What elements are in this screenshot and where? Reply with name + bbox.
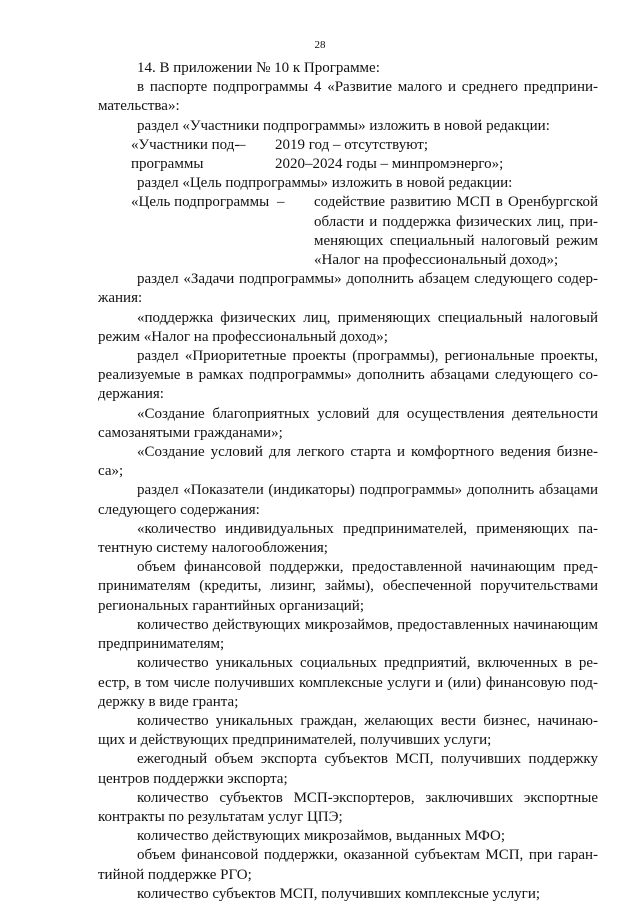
paragraph: раздел «Приоритетные проекты (программы), региональные проекты, реализуемые в рамках подпрограммы» дополнить абзацами следующего со-держания: xyxy=(98,348,598,403)
paragraph: раздел «Участники подпрограммы» изложить в новой редакции: xyxy=(137,117,550,134)
participants-label-line: «Участники под- xyxy=(131,136,240,153)
goal-dash: – xyxy=(277,194,285,211)
paragraph: раздел «Цель подпрограммы» изложить в новой редакции: xyxy=(137,175,513,192)
paragraph: раздел «Показатели (индикаторы) подпрограммы» дополнить абзацами следующего содержания: xyxy=(98,482,598,518)
participants-label xyxy=(98,136,238,174)
participants-value-line: 2020–2024 годы – минпромэнерго»; xyxy=(275,156,504,173)
paragraph: объем финансовой поддержки, предоставленной начинающим пред-принимателям (кредиты, лизинг, займы), обеспеченной поручительствами региональных гарантийных организаций; xyxy=(98,559,598,614)
paragraph: «количество индивидуальных предпринимателей, применяющих па-тентную систему налогообложения; xyxy=(98,520,598,557)
paragraph: раздел «Задачи подпрограммы» дополнить абзацем следующего содер-жания: xyxy=(98,271,598,307)
paragraph: количество уникальных социальных предприятий, включенных в ре-естр, в том числе получивших комплексные услуги и (или) финансовую под-держку в виде гранта; xyxy=(98,655,598,710)
paragraph: количество субъектов МСП, получивших комплексные услуги; xyxy=(137,885,541,902)
paragraph: «поддержка физических лиц, применяющих специальный налоговый режим «Налог на профессиональный доход»; xyxy=(98,309,598,345)
page-number: 28 xyxy=(314,39,326,51)
document-body xyxy=(98,59,598,904)
participants-table-row xyxy=(98,136,598,174)
participants-value xyxy=(275,136,598,174)
goal-label: «Цель подпрограммы xyxy=(131,194,270,211)
paragraph: «Создание благоприятных условий для осуществления деятельности самозанятыми гражданами»; xyxy=(98,405,598,441)
participants-dash: – xyxy=(238,136,246,153)
paragraph: количество действующих микрозаймов, выданных МФО; xyxy=(137,828,505,845)
paragraph: количество действующих микрозаймов, предоставленных начинающим предпринимателям; xyxy=(98,616,598,653)
paragraph: количество уникальных граждан, желающих вести бизнес, начинаю-щих и действующих предпринимателей, получивших услуги; xyxy=(98,712,598,749)
participants-label-line: программы xyxy=(131,156,204,173)
goal-value: содействие развитию МСП в Оренбургской области и поддержка физических лиц, при-меняющих специальный налоговый режим «Налог на профессиональный доход»; xyxy=(314,194,598,269)
goal-table-row xyxy=(98,193,598,270)
participants-value-line: 2019 год – отсутствуют; xyxy=(275,136,428,153)
paragraph: в паспорте подпрограммы 4 «Развитие малого и среднего предприни-мательства»: xyxy=(98,79,598,115)
paragraph: ежегодный объем экспорта субъектов МСП, получивших поддержку центров поддержки экспорта; xyxy=(98,751,598,787)
paragraph: объем финансовой поддержки, оказанной субъектам МСП, при гаран-тийной поддержке РГО; xyxy=(98,847,598,883)
paragraph: 14. В приложении № 10 к Программе: xyxy=(137,60,380,76)
paragraph: «Создание условий для легкого старта и комфортного ведения бизне-са»; xyxy=(98,444,598,480)
paragraph: количество субъектов МСП-экспортеров, заключивших экспортные контракты по результатам услуг ЦПЭ; xyxy=(98,789,598,825)
